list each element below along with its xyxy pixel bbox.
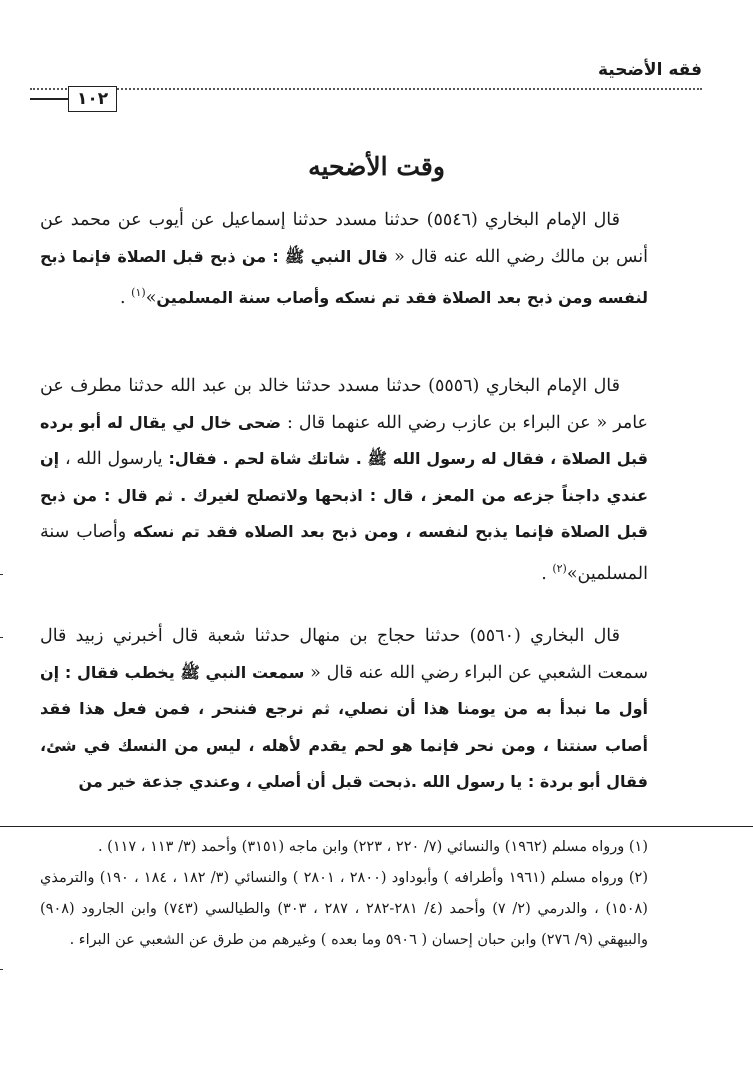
footnote-ref-2[interactable]: (٢)	[552, 561, 567, 575]
para3-hadith: سمعت النبي ﷺ يخطب فقال : إن أول ما نبدأ به من يومنا هذا أن نصلي، ثم نرجع فننحر ، فمن فعل هذا فقد أصاب سنتنا ، ومن نحر فإنما هو لحم يقدم لأهله ، ليس من النسك في شئ، فقال أبو بردة : يا رسول الله .ذبحت قبل أن أصلي ، وعندي جذعة خير من	[40, 662, 648, 791]
paragraph-1	[40, 202, 648, 316]
footnotes	[40, 832, 648, 956]
running-title: فقه الأضحية	[597, 60, 702, 80]
para1-close: »	[145, 287, 157, 308]
scan-edge-mark	[0, 637, 3, 638]
para1-hadith: قال النبي ﷺ : من ذبح قبل الصلاة فإنما ذبح لنفسه ومن ذبح بعد الصلاة فقد تم نسكه وأصاب سنة المسلمين	[40, 246, 648, 307]
footnote-1: (١) ورواه مسلم (١٩٦٢) والنسائي (٧/ ٢٢٠ ، ٢٢٣) وابن ماجه (٣١٥١) وأحمد (٣/ ١١٣ ، ١١٧) .	[97, 839, 648, 855]
para1-end: .	[120, 287, 132, 308]
para3-intro: قال البخاري (٥٥٦٠) حدثنا حجاج بن منهال حدثنا شعبة قال أخبرني زبيد قال سمعت الشعبي عن البراء رضي الله عنه قال «	[40, 626, 649, 683]
section-title: وقت الأضحيه	[308, 152, 445, 181]
para2-intro: قال الإمام البخاري (٥٥٥٦) حدثنا مسدد حدثنا خالد بن عبد الله حدثنا مطرف عن عامر « عن البراء بن عازب رضي الله عنهما قال :	[40, 376, 649, 433]
header-rule-short	[30, 98, 68, 100]
para2-hadith-1: ضحى خال لي يقال له أبو برده قبل الصلاة ، فقال له رسول الله ﷺ . شاتك شاة لحم . فقال:	[40, 412, 649, 468]
header-rule	[30, 88, 702, 90]
para2-mid: يارسول الله ،	[59, 449, 169, 469]
paragraph-3	[40, 618, 648, 801]
page-header	[30, 52, 702, 112]
para2-hadith-2: إن عندي داجناً جزعه من المعز ، قال : اذبحها ولاتصلح لغيرك . ثم قال : من ذبح قبل الصلاة فإنما يذبح لنفسه ، ومن ذبح بعد الصلاه فقد تم نسكه	[40, 449, 648, 541]
scan-edge-mark	[0, 969, 3, 970]
footnote-ref-1[interactable]: (١)	[131, 286, 146, 299]
paragraph-2	[40, 368, 648, 592]
page-number: ١٠٢	[68, 86, 117, 112]
footnote-2: (٢) ورواه مسلم (١٩٦١ وأطرافه ) وأبوداود (٢٨٠٠ ، ٢٨٠١ ) والنسائي (٣/ ١٨٢ ، ١٨٤ ، ١٩٠) والترمذي (١٥٠٨) ، والدرمي (٢/ ٧) وأحمد (٤/ ٢٨١-٢٨٢ ، ٢٨٧ ، ٣٠٣) والطيالسي (٧٤٣) وابن الجارود (٩٠٨) والبيهقي (٩/ ٢٧٦) وابن حبان إحسان ( ٥٩٠٦ وما بعده ) وغيرهم من طرق عن الشعبي عن البراء .	[40, 870, 648, 948]
para1-intro: قال الإمام البخاري (٥٥٤٦) حدثنا مسدد حدثنا إسماعيل عن أيوب عن محمد عن أنس بن مالك رضي الله عنه قال «	[40, 210, 649, 267]
para2-end: .	[541, 563, 553, 584]
para2-end-text: وأصاب سنة المسلمين»	[40, 522, 648, 584]
footnote-separator	[0, 826, 753, 827]
scan-edge-mark	[0, 574, 3, 575]
